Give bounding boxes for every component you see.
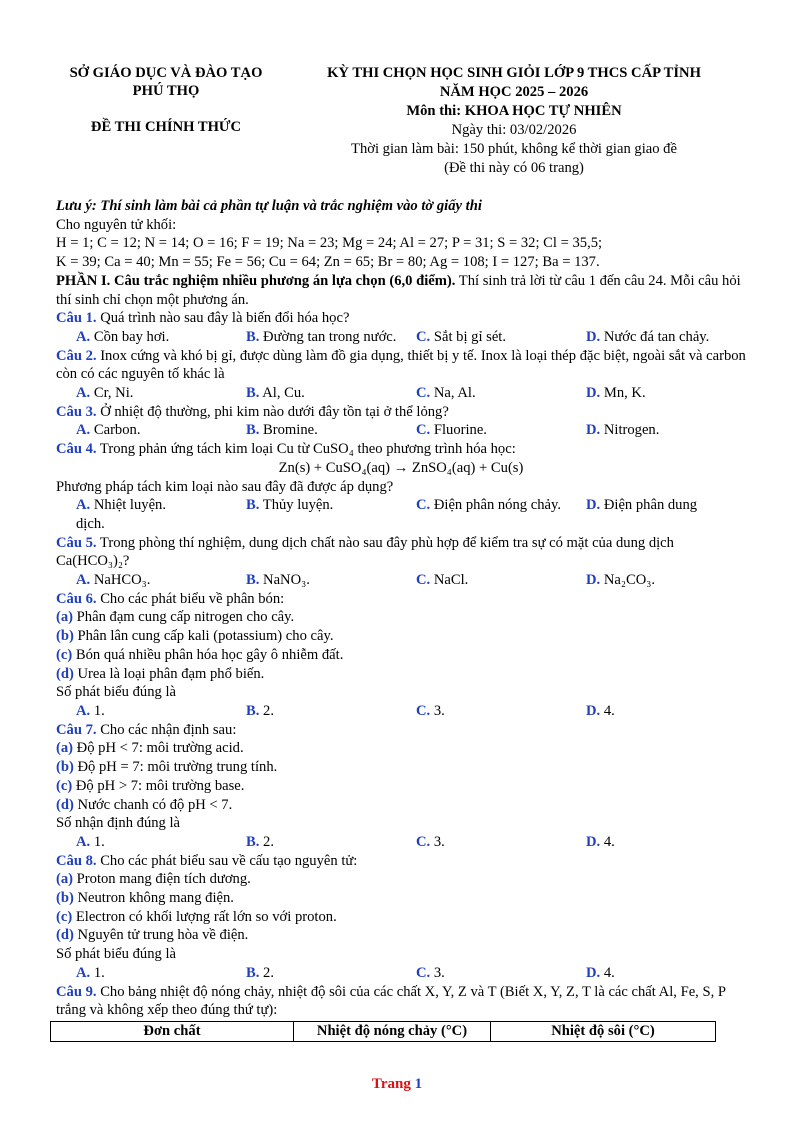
statement-c: (c) Độ pH > 7: môi trường base. — [56, 777, 245, 794]
chemical-equation: Zn(s) + CuSO₄(aq) → ZnSO₄(aq) + Cu(s) — [278, 459, 524, 476]
question-4-options — [56, 496, 746, 515]
question-number: Câu 2. — [56, 347, 97, 364]
option-c: C. 3. — [416, 702, 445, 719]
question-text: Trong phòng thí nghiệm, dung dịch chất nào sau đây phù hợp để kiểm tra sự có mặt của dung dịch Ca(HCO₃)₂? — [56, 534, 674, 570]
question-text: Ở nhiệt độ thường, phi kim nào dưới đây tồn tại ở thể lỏng? — [96, 403, 449, 420]
question-text: Inox cứng và khó bị gỉ, được dùng làm đồ gia dụng, thiết bị y tế. Inox là loại thép đặc biệt, ngoài sắt và carbon còn có các nguyên tố khác là — [56, 347, 746, 383]
option-b: B. Al, Cu. — [246, 385, 305, 402]
option-d: D. 4. — [586, 964, 615, 981]
statement-b: (b) Độ pH = 7: môi trường trung tính. — [56, 759, 278, 776]
question-1-options — [56, 328, 746, 347]
time-limit: Thời gian làm bài: 150 phút, không kể thời gian giao đề — [351, 141, 677, 157]
option-d: D. Na₂CO₃. — [586, 572, 655, 589]
statement-a: (a) Phân đạm cung cấp nitrogen cho cây. — [56, 609, 295, 626]
statement-a: (a) Độ pH < 7: môi trường acid. — [56, 740, 244, 757]
question-2-options — [56, 384, 746, 403]
question-number: Câu 3. — [56, 403, 97, 420]
question-text: Cho bảng nhiệt độ nóng chảy, nhiệt độ sôi của các chất X, Y, Z và T (Biết X, Y, Z, T là các chất Al, Fe, S, P trắng và không xếp theo đúng thứ tự): — [56, 983, 726, 1019]
subject: Môn thi: KHOA HỌC TỰ NHIÊN — [406, 103, 622, 119]
question-number: Câu 5. — [56, 534, 97, 551]
question-text: Trong phản ứng tách kim loại Cu từ CuSO₄ theo phương trình hóa học: — [96, 441, 516, 458]
atomic-masses-1: H = 1; C = 12; N = 14; O = 16; F = 19; Na = 23; Mg = 24; Al = 27; P = 31; S = 32; Cl = 35,5; — [56, 235, 603, 252]
option-c: C. Fluorine. — [416, 422, 487, 439]
atomic-intro: Cho nguyên tử khối: — [56, 216, 177, 233]
option-d: D. 4. — [586, 833, 615, 850]
statement-b: (b) Neutron không mang điện. — [56, 890, 234, 907]
header-right — [300, 64, 728, 178]
option-b: B. 2. — [246, 702, 274, 719]
province-name: PHÚ THỌ — [132, 83, 200, 99]
question-text-2: Phương pháp tách kim loại nào sau đây đã được áp dụng? — [56, 478, 394, 495]
question-text: Cho các nhận định sau: — [96, 721, 237, 738]
statement-c: (c) Bón quá nhiều phân hóa học gây ô nhiễm đất. — [56, 646, 344, 663]
statement-d: (d) Urea là loại phân đạm phổ biến. — [56, 665, 265, 682]
option-b: B. Bromine. — [246, 422, 318, 439]
option-a: A. Cồn bay hơi. — [76, 328, 170, 345]
exam-title: KỲ THI CHỌN HỌC SINH GIỎI LỚP 9 THCS CẤP TỈNH — [327, 65, 701, 81]
statement-c: (c) Electron có khối lượng rất lớn so với proton. — [56, 908, 337, 925]
question-6 — [56, 590, 746, 609]
question-number: Câu 4. — [56, 441, 97, 458]
question-6-options — [56, 702, 746, 721]
question-8-options — [56, 964, 746, 983]
option-c: C. Sắt bị gỉ sét. — [416, 328, 507, 345]
option-d-continued: dịch. — [76, 515, 105, 532]
question-5 — [56, 534, 746, 571]
option-c: C. Điện phân nóng chảy. — [416, 497, 561, 514]
question-7-options — [56, 833, 746, 852]
part1-title: PHẦN I. Câu trắc nghiệm nhiều phương án lựa chọn (6,0 điểm). — [56, 272, 456, 289]
exam-content — [56, 197, 746, 1042]
question-4 — [56, 440, 746, 459]
option-a: A. NaHCO₃. — [76, 572, 151, 589]
question-number: Câu 7. — [56, 721, 97, 738]
question-text: Cho các phát biểu về phân bón: — [96, 590, 285, 607]
official-exam-label: ĐỀ THI CHÍNH THỨC — [90, 119, 242, 135]
question-3 — [56, 403, 746, 422]
option-b: B. Thủy luyện. — [246, 497, 334, 514]
option-d: D. Mn, K. — [586, 385, 646, 402]
option-c: C. NaCl. — [416, 572, 469, 589]
school-year: NĂM HỌC 2025 – 2026 — [439, 84, 589, 100]
question-1 — [56, 309, 746, 328]
atomic-masses-2: K = 39; Ca = 40; Mn = 55; Fe = 56; Cu = 64; Zn = 65; Br = 80; Ag = 108; I = 127; Ba = 137. — [56, 254, 600, 271]
option-a: A. Cr, Ni. — [76, 385, 134, 402]
page-count-note: (Đề thi này có 06 trang) — [444, 160, 584, 176]
option-b: B. Đường tan trong nước. — [246, 328, 397, 345]
option-d: D. Nước đá tan chảy. — [586, 328, 710, 345]
part1-instructions: Thí sinh trả lời từ câu 1 đến câu 24. Mỗi câu hỏi thí sinh chỉ chọn một phương án. — [56, 272, 741, 308]
option-a: A. Nhiệt luyện. — [76, 497, 166, 514]
statement-d: (d) Nguyên tử trung hòa về điện. — [56, 927, 249, 944]
question-ask: Số phát biểu đúng là — [56, 684, 176, 701]
option-a: A. Carbon. — [76, 422, 141, 439]
question-number: Câu 6. — [56, 590, 97, 607]
question-3-options — [56, 421, 746, 440]
question-number: Câu 1. — [56, 310, 97, 327]
question-2 — [56, 347, 746, 384]
question-5-options — [56, 571, 746, 590]
page-number: 1 — [414, 1076, 423, 1092]
col-boiling-point: Nhiệt độ sôi (°C) — [491, 1021, 716, 1041]
question-ask: Số phát biểu đúng là — [56, 946, 176, 963]
option-c: C. Na, Al. — [416, 385, 476, 402]
statement-a: (a) Proton mang điện tích dương. — [56, 871, 251, 888]
question-7 — [56, 721, 746, 740]
question-text: Quá trình nào sau đây là biến đổi hóa học? — [96, 310, 350, 327]
page-footer — [0, 1076, 794, 1093]
option-b: B. NaNO₃. — [246, 572, 310, 589]
part1-heading — [56, 272, 746, 309]
question-number: Câu 8. — [56, 852, 97, 869]
option-b: B. 2. — [246, 833, 274, 850]
question-8 — [56, 852, 746, 871]
option-a: A. 1. — [76, 964, 105, 981]
option-a: A. 1. — [76, 702, 105, 719]
department-name: SỞ GIÁO DỤC VÀ ĐÀO TẠO — [69, 65, 263, 81]
melting-boiling-table — [50, 1021, 716, 1042]
option-d: D. Nitrogen. — [586, 422, 660, 439]
page-label: Trang — [371, 1076, 411, 1092]
option-d: D. Điện phân dung — [586, 497, 698, 514]
option-c: C. 3. — [416, 833, 445, 850]
option-a: A. 1. — [76, 833, 105, 850]
col-melting-point: Nhiệt độ nóng chảy (°C) — [294, 1021, 491, 1041]
question-9 — [56, 983, 746, 1020]
header-left — [46, 64, 286, 136]
statement-d: (d) Nước chanh có độ pH < 7. — [56, 796, 233, 813]
table-header-row — [51, 1021, 716, 1041]
statement-b: (b) Phân lân cung cấp kali (potassium) cho cây. — [56, 628, 334, 645]
option-b: B. 2. — [246, 964, 274, 981]
exam-date: Ngày thi: 03/02/2026 — [451, 122, 577, 138]
exam-note: Lưu ý: Thí sinh làm bài cả phần tự luận và trắc nghiệm vào tờ giấy thi — [56, 198, 482, 214]
col-substance: Đơn chất — [51, 1021, 294, 1041]
question-ask: Số nhận định đúng là — [56, 815, 181, 832]
option-d: D. 4. — [586, 702, 615, 719]
option-c: C. 3. — [416, 964, 445, 981]
question-number: Câu 9. — [56, 983, 97, 1000]
question-text: Cho các phát biểu sau về cấu tạo nguyên tử: — [96, 852, 358, 869]
